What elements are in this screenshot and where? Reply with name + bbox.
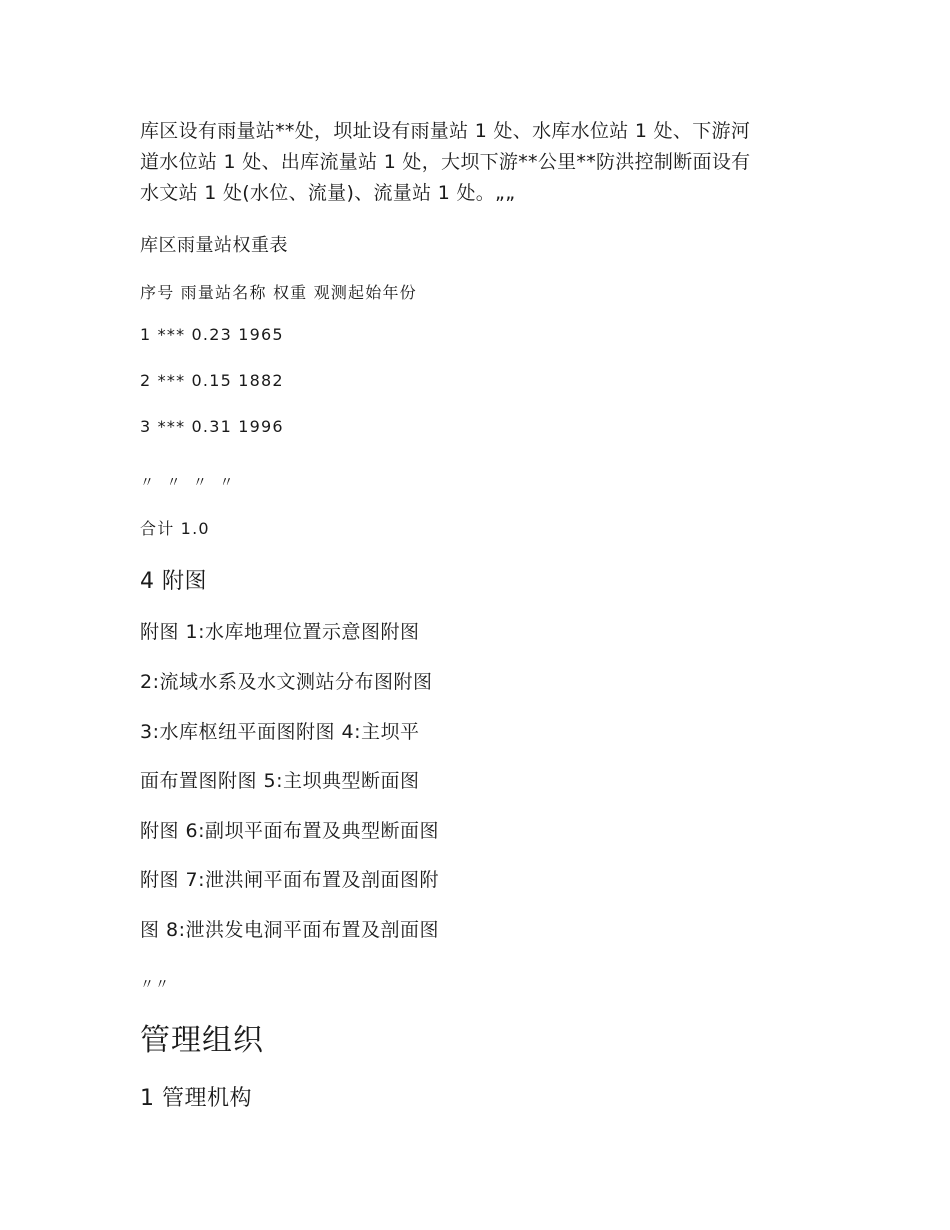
figure-list-line: 附图 6:副坝平面布置及典型断面图 xyxy=(140,820,440,842)
intro-line-2: 道水位站 1 处、出库流量站 1 处，大坝下游**公里**防洪控制断面设有 xyxy=(140,151,751,173)
table-row: 3 *** 0.31 1996 xyxy=(140,417,284,436)
subsection-heading: 1 管理机构 xyxy=(140,1086,252,1111)
figures-ellipsis: 〃〃 xyxy=(140,977,170,993)
table-row: 1 *** 0.23 1965 xyxy=(140,325,284,344)
table-title: 库区雨量站权重表 xyxy=(140,235,288,256)
table-total: 合计 1.0 xyxy=(140,519,210,538)
intro-line-3: 水文站 1 处(水位、流量)、流量站 1 处。„„ xyxy=(140,182,516,204)
table-row: 2 *** 0.15 1882 xyxy=(140,371,284,390)
figure-list-line: 附图 1:水库地理位置示意图附图 xyxy=(140,621,420,643)
figure-list-line: 图 8:泄洪发电洞平面布置及剖面图 xyxy=(140,919,440,941)
intro-paragraph xyxy=(140,116,812,209)
section-heading: 管理组织 xyxy=(140,1023,264,1058)
figure-list-line: 面布置图附图 5:主坝典型断面图 xyxy=(140,770,420,792)
figure-list-line: 附图 7:泄洪闸平面布置及剖面图附 xyxy=(140,869,440,891)
figure-list-line: 2:流域水系及水文测站分布图附图 xyxy=(140,671,433,693)
figures-heading: 4 附图 xyxy=(140,569,207,594)
table-ellipsis: 〃 〃 〃 〃 xyxy=(140,475,238,491)
table-header: 序号 雨量站名称 权重 观测起始年份 xyxy=(140,283,417,302)
figure-list-line: 3:水库枢纽平面图附图 4:主坝平 xyxy=(140,721,420,743)
intro-line-1: 库区设有雨量站**处，坝址设有雨量站 1 处、水库水位站 1 处、下游河 xyxy=(140,120,751,142)
